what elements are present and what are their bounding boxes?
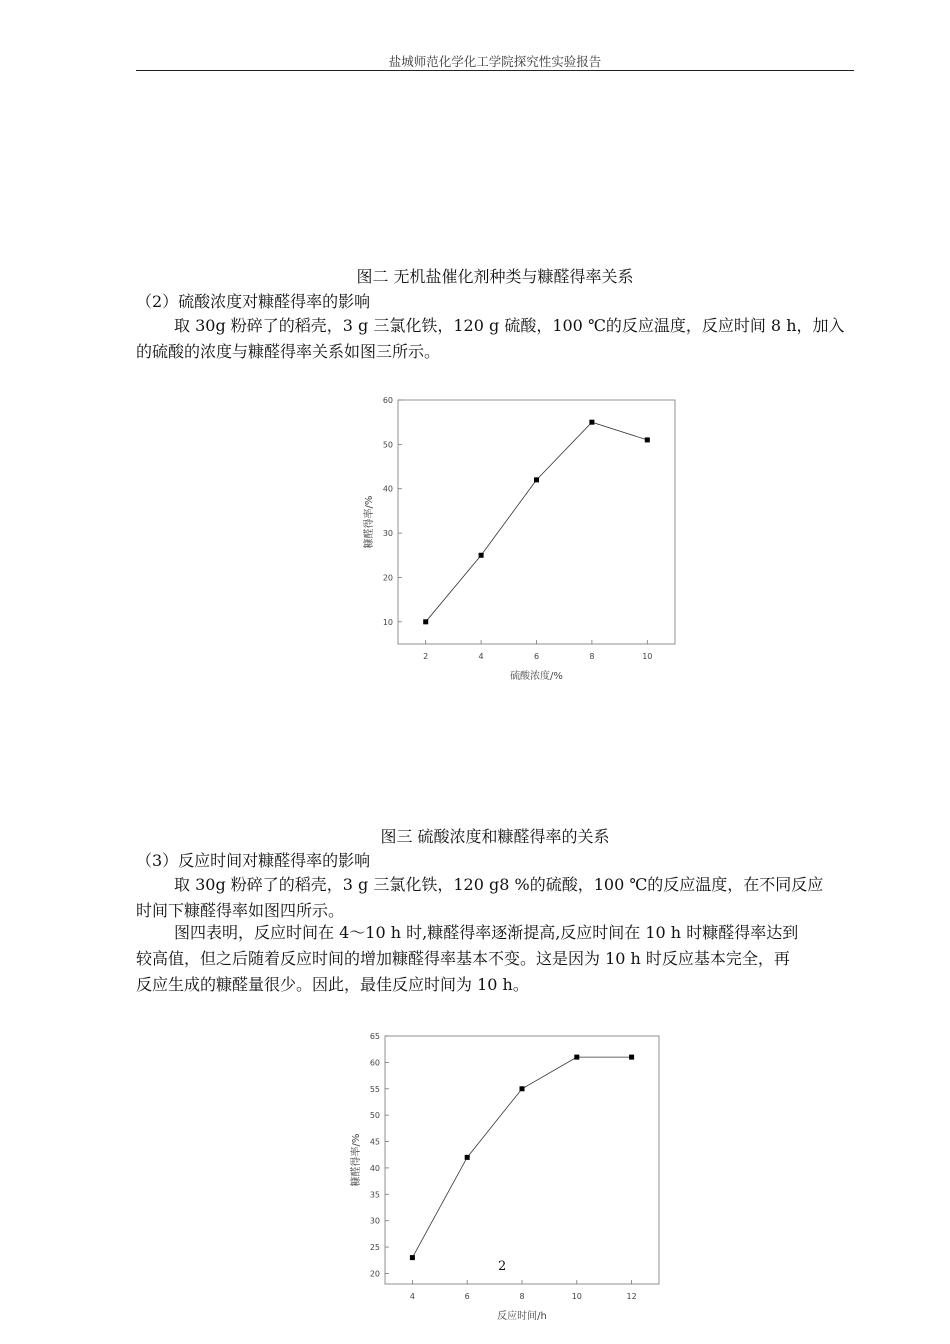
paragraph-line: 反应生成的糠醛量很少。因此，最佳反应时间为 10 h。 [136,975,529,994]
x-axis-label: 反应时间/h [497,1311,547,1322]
x-tick-label: 6 [464,1292,470,1301]
y-tick-label: 40 [382,484,393,494]
x-tick-label: 2 [423,652,429,661]
y-tick-label: 10 [382,617,393,627]
reaction-time-chart [346,1028,676,1324]
section-2-heading: （2）硫酸浓度对糠醛得率的影响 [136,292,371,311]
x-tick-label: 10 [642,652,653,661]
section-3-heading: （3）反应时间对糠醛得率的影响 [136,851,371,870]
y-tick-label: 45 [369,1137,380,1147]
data-point [465,1155,470,1160]
data-point [410,1255,415,1260]
paragraph-line [136,872,884,898]
x-tick-label: 4 [478,652,484,661]
y-tick-label: 60 [382,396,393,405]
data-point [534,477,539,482]
section-3-paragraph-2 [136,920,884,998]
data-point [629,1055,634,1060]
x-tick-label: 4 [409,1292,415,1301]
sulfuric-acid-concentration-chart [356,388,696,686]
paragraph-line: 时间下糠醛得率如图四所示。 [136,901,345,920]
section-2-paragraph [136,313,884,365]
plot-frame [398,400,675,644]
x-tick-label: 8 [519,1292,525,1301]
page-number: 2 [498,1259,507,1274]
y-tick-label: 65 [369,1032,380,1041]
data-point [645,437,650,442]
data-point [520,1086,525,1091]
x-tick-label: 12 [626,1292,637,1301]
y-tick-label: 50 [369,1111,380,1121]
y-tick-label: 25 [369,1243,380,1253]
series-line [426,422,648,622]
y-tick-label: 30 [369,1216,380,1226]
figure-3-caption: 图三 硫酸浓度和糠醛得率的关系 [380,827,610,846]
y-axis-label: 糠醛得率/% [364,495,375,549]
section-3-paragraph-1 [136,872,884,924]
paragraph-line: 较高值，但之后随着反应时间的增加糠醛得率基本不变。这是因为 10 h 时反应基本完全，再 [136,949,790,968]
data-point [423,619,428,624]
data-point [479,553,484,558]
paragraph-line [136,920,884,946]
y-tick-label: 35 [369,1190,380,1200]
paragraph-line: 的硫酸的浓度与糠醛得率关系如图三所示。 [136,342,441,361]
y-tick-label: 55 [369,1084,380,1094]
y-tick-label: 20 [369,1269,380,1279]
header-rule [136,70,854,71]
y-tick-label: 40 [369,1163,380,1173]
x-tick-label: 10 [571,1292,582,1301]
paragraph-text: 图四表明，反应时间在 4～10 h 时,糠醛得率逐渐提高,反应时间在 10 h 时糠醛得率达到 [174,923,799,942]
y-tick-label: 20 [382,573,393,583]
y-tick-label: 60 [369,1058,380,1068]
data-point [589,420,594,425]
figure-2-caption: 图二 无机盐催化剂种类与糠醛得率关系 [356,267,634,286]
x-tick-label: 8 [589,652,595,661]
paragraph-line [136,313,884,339]
paragraph-text: 取 30g 粉碎了的稻壳，3 g 三氯化铁，120 g8 %的硫酸，100 ℃的反应温度，在不同反应 [174,875,824,894]
y-tick-label: 50 [382,440,393,450]
page-header: 盐城师范化学化工学院探究性实验报告 [388,54,602,69]
x-axis-label: 硫酸浓度/% [510,671,563,682]
y-axis-label: 糠醛得率/% [351,1133,362,1187]
x-tick-label: 6 [533,652,540,661]
y-tick-label: 30 [382,529,393,539]
plot-frame [385,1036,659,1284]
paragraph-text: 取 30g 粉碎了的稻壳，3 g 三氯化铁，120 g 硫酸，100 ℃的反应温度，反应时间 8 h，加入 [174,316,845,335]
data-point [574,1055,579,1060]
